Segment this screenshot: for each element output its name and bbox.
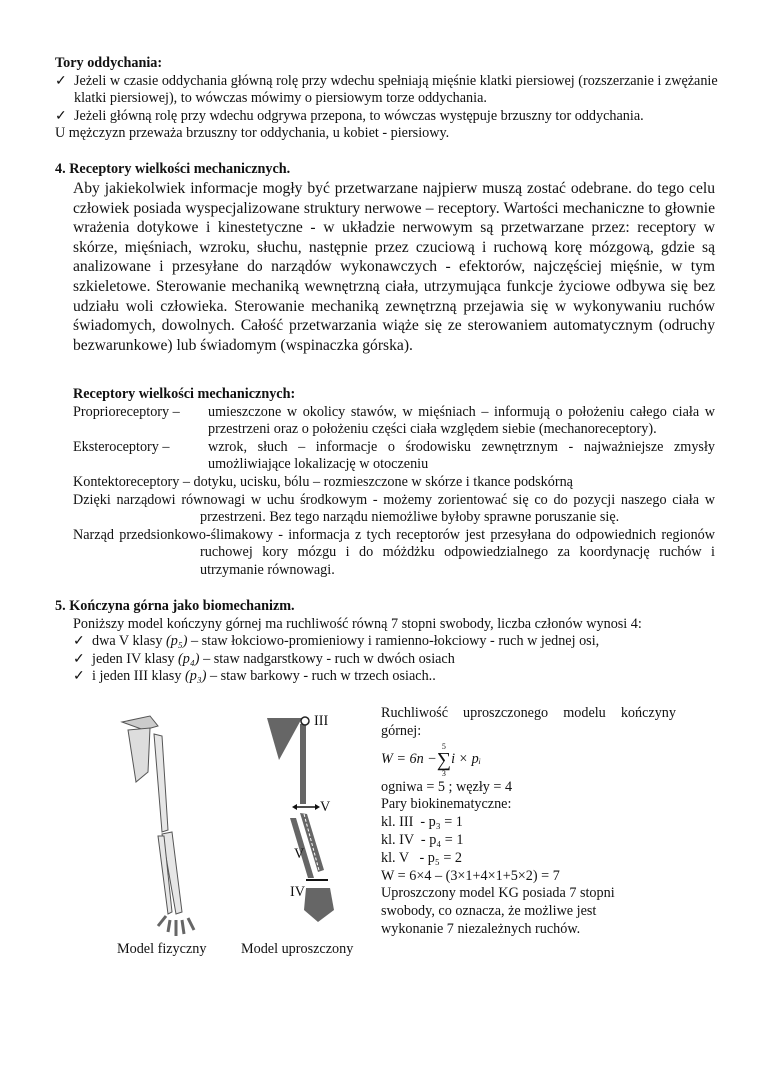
item-a: dwa V klasy <box>92 633 166 650</box>
label-joint-iii: III <box>314 713 329 729</box>
item-text: Jeżeli w czasie oddychania główną rolę przy wdechu spełniają mięśnie klatki piersiowej (rozszerzanie i zwężanie klatki piersiowej), to wówczas mówimy o piersiowym torze oddychania. <box>74 72 718 107</box>
list-item <box>55 668 735 686</box>
item-a: i jeden III klasy <box>92 668 185 685</box>
formula <box>381 741 676 779</box>
receptor-list <box>73 386 715 580</box>
item-b: – staw łokciowo-promieniowy i ramienno-łokciowy - ruch w jednej osi, <box>187 633 600 650</box>
text-line: Uproszczony model KG posiada 7 stopni swobody, co oznacza, że możliwe jest wykonanie 7 niezależnych ruchów. <box>381 885 615 937</box>
caption-simplified-model: Model uproszczony <box>241 941 354 957</box>
sum-symbol: 5 ∑ 3 <box>436 741 452 778</box>
check-icon: ✓ <box>55 72 67 89</box>
term: Proprioreceptory – <box>73 403 180 420</box>
item-p: (p₄) <box>178 650 200 667</box>
label-joint-iv: IV <box>290 884 305 900</box>
definition: wzrok, słuch – informacje o środowisku zewnętrznym - najważniejsze zmysły umożliwiające lokalizację w otoczeniu <box>208 438 715 473</box>
simplified-model-diagram <box>262 710 352 935</box>
item-p: (p₃) <box>184 668 207 685</box>
check-icon: ✓ <box>73 668 85 685</box>
note: U mężczyzn przeważa brzuszny tor oddychania, u kobiet - piersiowy. <box>55 125 450 142</box>
term: Eksteroceptory – <box>73 438 170 455</box>
item-b: – staw nadgarstkowy - ruch w dwóch osiach <box>199 650 455 667</box>
intro: Poniższy model kończyny górnej ma ruchliwość równą 7 stopni swobody, liczba członów wynosi 4: <box>73 615 642 632</box>
term-row <box>73 439 715 474</box>
formula-left: W = 6n − <box>381 750 437 767</box>
sum-upper: 5 <box>441 741 446 751</box>
check-icon: ✓ <box>55 107 67 124</box>
caption-physical-model: Model fizyczny <box>117 941 207 957</box>
arm-skeleton-image <box>110 712 210 937</box>
line: Kontektoreceptory – dotyku, ucisku, bólu – rozmieszczone w skórze i tkance podskórną <box>73 473 573 490</box>
paragraph: Aby jakiekolwiek informacje mogły być przetwarzane najpierw muszą zostać odebrane. do tego celu człowiek posiada wyspecjalizowane struktury nerwowe – receptory. Wartości mechaniczne to głownie wrażenia dotykowe i kinestetyczne - w układzie nerwowym są przetwarzane przez: receptory w skórze, mięśniach, wzroku, słuchu, następnie przez czuciową i ruchową korę mózgową, gdzie są analizowane i przesyłane do narządów wykonawczych - efektorów, najczęściej mięśnie, w tym szkieletowe. Sterowanie mechaniką wewnętrzną ciała, utrzymująca funkcje życiowe odbywa się bez udziału woli człowieka. Sterowanie mechaniką zewnętrzną przejawia się w wykonywaniu ruchów świadomych, dowolnych. Całość przetwarzania wiąże się ze sterowaniem automatycznym (odruchy bezwarunkowe) lub świadomym (wspinaczka górska). <box>73 180 715 354</box>
definition: umieszczone w okolicy stawów, w mięśniach – informują o położeniu całego ciała w przestrzeni oraz o położeniu części ciała względem siebie (mechanoreceptory). <box>208 403 715 438</box>
item-b: – staw barkowy - ruch w trzech osiach.. <box>206 668 436 685</box>
text-line: kl. III - p₃ = 1 <box>381 814 463 831</box>
sum-lower: 3 <box>441 768 446 778</box>
list-item <box>55 651 735 669</box>
text-line: kl. IV - p₄ = 1 <box>381 831 464 848</box>
check-icon: ✓ <box>73 650 85 667</box>
subtitle: Receptory wielkości mechanicznych: <box>73 386 296 402</box>
list-item <box>55 108 720 126</box>
section-title: Tory oddychania: <box>55 55 163 71</box>
check-icon: ✓ <box>73 633 85 650</box>
item-a: jeden IV klasy <box>92 650 179 667</box>
list-item <box>55 73 720 108</box>
item-p: (p₅) <box>165 633 188 650</box>
mobility-calculation <box>381 705 676 939</box>
item-text: Jeżeli główną rolę przy wdechu odgrywa przepona, to wówczas występuje brzuszny tor oddychania. <box>74 107 644 124</box>
line: Narząd przedsionkowo-ślimakowy - informacja z tych receptorów jest przesyłana do odpowiednich regionów ruchowej kory mózgu i do móżdżku odpowiedzialnego za koordynację ruchów i utrzymanie równowagi. <box>73 526 715 578</box>
label-joint-v: V <box>294 846 305 862</box>
label-joint-v: V <box>320 799 331 815</box>
list-item <box>55 633 735 651</box>
formula-right: i × pᵢ <box>451 750 482 767</box>
section-breathing <box>55 55 720 143</box>
section-title: 5. Kończyna górna jako biomechanizm. <box>55 598 295 614</box>
text-line: ogniwa = 5 ; węzły = 4 <box>381 778 513 795</box>
text-line: Ruchliwość uproszczonego modelu kończyny górnej: <box>381 705 676 739</box>
text-line: kl. V - p₅ = 2 <box>381 849 463 866</box>
line: Dzięki narządowi równowagi w uchu środkowym - możemy zorientować się co do pozycji naszego ciała w przestrzeni. Bez tego narządu niemożliwe byłoby sprawne poruszanie się. <box>73 491 715 526</box>
section-title: 4. Receptory wielkości mechanicznych. <box>55 161 291 177</box>
term-row <box>73 404 715 439</box>
text-line: Pary biokinematyczne: <box>381 796 512 813</box>
text-line: W = 6×4 – (3×1+4×1+5×2) = 7 <box>381 867 560 884</box>
section-limb <box>55 598 735 686</box>
